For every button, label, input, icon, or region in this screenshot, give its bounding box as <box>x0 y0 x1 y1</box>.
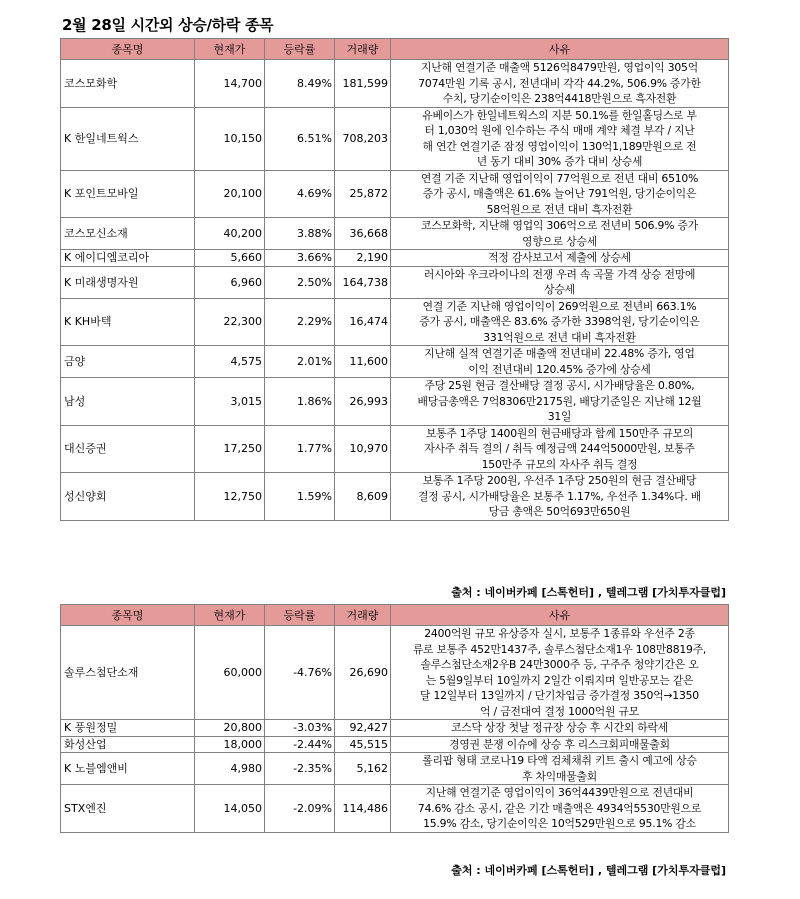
table-header-row <box>61 605 729 626</box>
reason-cell <box>391 346 729 378</box>
reason-line: 331억원으로 전년 대비 흑자전환 <box>483 330 636 344</box>
trade-volume: 10,970 <box>335 425 391 473</box>
stock-name: K 에이디엠코리아 <box>61 250 195 267</box>
reason-line: 자사주 취득 결의 / 취득 예정금액 244억5000만원, 보통주 <box>424 442 695 455</box>
reason-line: 년 동기 대비 30% 증가 대비 상승세 <box>476 155 643 168</box>
reason-cell <box>391 785 729 833</box>
trade-volume: 92,427 <box>335 720 391 737</box>
change-rate: 1.59% <box>265 473 335 521</box>
source-note: 출처 : 네이버카페 [스톡헌터] , 텔레그램 [가치투자클럽] <box>451 586 726 599</box>
reason-line: 결정 공시, 시가배당율은 보통주 1.17%, 우선주 1.34%다. 배 <box>417 489 702 503</box>
trade-volume: 16,474 <box>335 298 391 346</box>
change-rate: 2.01% <box>265 346 335 378</box>
header-reason: 사유 <box>391 605 729 626</box>
reason-line: 수치, 당기순이익은 238억4418만원으로 흑자전환 <box>442 92 677 105</box>
reason-line: 적정 감사보고서 제출에 상승세 <box>488 251 631 264</box>
reason-cell <box>391 298 729 346</box>
reason-line: 억 / 금전대여 결정 1000억원 규모 <box>480 704 639 718</box>
stock-name: STX엔진 <box>61 785 195 833</box>
table-row <box>61 298 729 346</box>
reason-cell <box>391 60 729 108</box>
current-price: 20,800 <box>195 720 265 737</box>
current-price: 20,100 <box>195 170 265 218</box>
current-price: 3,015 <box>195 378 265 426</box>
trade-volume: 26,690 <box>335 626 391 720</box>
reason-line: 러시아와 우크라이나의 전쟁 우려 속 곡물 가격 상승 전망에 <box>423 267 696 281</box>
table-row <box>61 473 729 521</box>
falling-stocks-table <box>60 604 729 833</box>
stock-name: 화성산업 <box>61 736 195 753</box>
table-row <box>61 60 729 108</box>
change-rate: 4.69% <box>265 170 335 218</box>
change-rate: 2.29% <box>265 298 335 346</box>
header-reason: 사유 <box>391 39 729 60</box>
reason-line: 코스닥 상장 첫날 정규장 상승 후 시간외 하락세 <box>451 721 668 734</box>
header-volume: 거래량 <box>335 39 391 60</box>
reason-cell <box>391 473 729 521</box>
stock-name: K 미래생명자원 <box>61 266 195 298</box>
change-rate: -2.09% <box>265 785 335 833</box>
reason-line: 유베이스가 한일네트웍스의 지분 50.1%를 한일홀딩스로 부 <box>422 108 697 122</box>
reason-cell <box>391 626 729 720</box>
reason-line: 달 12일부터 13일까지 / 단기차입금 증가결정 350억→1350 <box>420 689 699 702</box>
reason-cell <box>391 170 729 218</box>
table-row <box>61 720 729 737</box>
change-rate: -3.03% <box>265 720 335 737</box>
current-price: 14,050 <box>195 785 265 833</box>
reason-line: 지난해 연결기준 영업이익이 36억4439만원으로 전년대비 <box>425 786 694 799</box>
trade-volume: 11,600 <box>335 346 391 378</box>
change-rate: -4.76% <box>265 626 335 720</box>
reason-line: 는 5월9일부터 10일까지 2일간 이뤄지며 일반공모는 같은 <box>425 673 694 687</box>
stock-name: K 노블엠앤비 <box>61 753 195 785</box>
table-row <box>61 626 729 720</box>
reason-line: 이익 전년대비 120.45% 증가에 상승세 <box>468 362 651 376</box>
stock-name: K 한일네트웍스 <box>61 107 195 170</box>
change-rate: 1.77% <box>265 425 335 473</box>
change-rate: 6.51% <box>265 107 335 170</box>
table-row <box>61 266 729 298</box>
change-rate: 1.86% <box>265 378 335 426</box>
table-row <box>61 218 729 250</box>
reason-line: 배당금총액은 7억8306만2175원, 배당기준일은 지난해 12월 <box>417 394 702 408</box>
reason-line: 터 1,030억 원에 인수하는 주식 매매 계약 체결 부각 / 지난 <box>424 124 695 137</box>
source-note: 출처 : 네이버카페 [스톡헌터] , 텔레그램 [가치투자클럽] <box>451 864 726 877</box>
change-rate: -2.35% <box>265 753 335 785</box>
table-row <box>61 107 729 170</box>
stock-name: K KH바텍 <box>61 298 195 346</box>
current-price: 22,300 <box>195 298 265 346</box>
trade-volume: 36,668 <box>335 218 391 250</box>
table-row <box>61 346 729 378</box>
reason-line: 15.9% 감소, 당기순이익은 10억529만원으로 95.1% 감소 <box>423 817 696 830</box>
reason-line: 증가 공시, 매출액은 61.6% 늘어난 791억원, 당기순이익은 <box>422 187 697 200</box>
reason-line: 롤리팝 형태 코로나19 타액 검체채취 키트 출시 예고에 상승 <box>422 754 697 767</box>
table-row <box>61 250 729 267</box>
reason-cell <box>391 736 729 753</box>
reason-line: 연결 기준 지난해 영업이익이 77억원으로 전년 대비 6510% <box>420 171 699 185</box>
table-row <box>61 378 729 426</box>
reason-line: 31일 <box>547 410 572 423</box>
table-header-row <box>61 39 729 60</box>
current-price: 6,960 <box>195 266 265 298</box>
reason-cell <box>391 250 729 267</box>
header-name: 종목명 <box>61 605 195 626</box>
rising-stocks-table <box>60 38 729 521</box>
change-rate: -2.44% <box>265 736 335 753</box>
reason-line: 류로 보통주 452만1437주, 솔루스첨단소재1우 108만8819주, <box>412 642 707 656</box>
reason-line: 솔루스첨단소재2우B 24만3000주 등, 구주주 청약기간은 오 <box>420 658 699 671</box>
reason-line: 상승세 <box>544 283 575 296</box>
reason-line: 2400억원 규모 유상증자 실시, 보통주 1종류와 우선주 2종 <box>424 627 695 640</box>
header-change: 등락률 <box>265 605 335 626</box>
reason-line: 증가 공시, 매출액은 83.6% 증가한 3398억원, 당기순이익은 <box>419 315 700 328</box>
reason-line: 주당 25원 현금 결산배당 결정 공시, 시가배당율은 0.80%, <box>424 379 695 392</box>
table-row <box>61 170 729 218</box>
stock-name: 솔루스첨단소재 <box>61 626 195 720</box>
change-rate: 8.49% <box>265 60 335 108</box>
reason-cell <box>391 425 729 473</box>
change-rate: 3.88% <box>265 218 335 250</box>
change-rate: 3.66% <box>265 250 335 267</box>
stock-name: 코스모화학 <box>61 60 195 108</box>
reason-line: 보통주 1주당 200원, 우선주 1주당 250원의 현금 결산배당 <box>422 474 697 487</box>
table-row <box>61 425 729 473</box>
current-price: 4,980 <box>195 753 265 785</box>
stock-name: 성신양회 <box>61 473 195 521</box>
trade-volume: 25,872 <box>335 170 391 218</box>
trade-volume: 181,599 <box>335 60 391 108</box>
current-price: 17,250 <box>195 425 265 473</box>
table-row <box>61 736 729 753</box>
reason-line: 74.6% 감소 공시, 같은 기간 매출액은 4934억5530만원으로 <box>417 801 702 815</box>
current-price: 12,750 <box>195 473 265 521</box>
reason-line: 58억원으로 전년 대비 흑자전환 <box>486 202 633 216</box>
reason-line: 150만주 규모의 자사주 취득 결정 <box>481 457 638 471</box>
header-change: 등락률 <box>265 39 335 60</box>
reason-line: 영향으로 상승세 <box>522 234 597 248</box>
current-price: 14,700 <box>195 60 265 108</box>
reason-cell <box>391 378 729 426</box>
trade-volume: 45,515 <box>335 736 391 753</box>
table-row <box>61 785 729 833</box>
reason-line: 연결 기준 지난해 영업이익이 269억원으로 전년비 663.1% <box>422 299 697 313</box>
trade-volume: 164,738 <box>335 266 391 298</box>
header-price: 현재가 <box>195 605 265 626</box>
current-price: 60,000 <box>195 626 265 720</box>
header-name: 종목명 <box>61 39 195 60</box>
reason-line: 지난해 연결기준 매출액 5126억8479만원, 영업이익 305억 <box>421 61 698 74</box>
reason-cell <box>391 218 729 250</box>
trade-volume: 26,993 <box>335 378 391 426</box>
current-price: 10,150 <box>195 107 265 170</box>
reason-cell <box>391 753 729 785</box>
reason-line: 코스모화학, 지난해 영업익 306억으로 전년비 506.9% 증가 <box>421 219 698 232</box>
reason-line: 보통주 1주당 1400원의 현금배당과 함께 150만주 규모의 <box>425 426 694 440</box>
stock-name: 대신증권 <box>61 425 195 473</box>
reason-cell <box>391 266 729 298</box>
current-price: 5,660 <box>195 250 265 267</box>
stock-name: 금양 <box>61 346 195 378</box>
current-price: 4,575 <box>195 346 265 378</box>
reason-line: 경영권 분쟁 이슈에 상승 후 리스크회피매물출회 <box>449 737 670 751</box>
header-price: 현재가 <box>195 39 265 60</box>
stock-name: K 풍원정밀 <box>61 720 195 737</box>
current-price: 18,000 <box>195 736 265 753</box>
trade-volume: 8,609 <box>335 473 391 521</box>
stock-name: 남성 <box>61 378 195 426</box>
reason-line: 해 연간 연결기준 잠정 영업이익이 130억1,189만원으로 전 <box>422 139 697 153</box>
trade-volume: 5,162 <box>335 753 391 785</box>
trade-volume: 2,190 <box>335 250 391 267</box>
stock-name: 코스모신소재 <box>61 218 195 250</box>
trade-volume: 708,203 <box>335 107 391 170</box>
reason-line: 후 차익매물출회 <box>522 769 597 783</box>
reason-cell <box>391 720 729 737</box>
reason-line: 당금 총액은 50억693만650원 <box>488 505 631 518</box>
table-row <box>61 753 729 785</box>
reason-line: 지난해 실적 연결기준 매출액 전년대비 22.48% 증가, 영업 <box>424 347 695 360</box>
reason-line: 7074만원 기록 공시, 전년대비 각각 44.2%, 506.9% 증가한 <box>418 76 701 90</box>
change-rate: 2.50% <box>265 266 335 298</box>
page-title: 2월 28일 시간외 상승/하락 종목 <box>62 16 274 34</box>
trade-volume: 114,486 <box>335 785 391 833</box>
header-volume: 거래량 <box>335 605 391 626</box>
stock-name: K 포인트모바일 <box>61 170 195 218</box>
reason-cell <box>391 107 729 170</box>
current-price: 40,200 <box>195 218 265 250</box>
